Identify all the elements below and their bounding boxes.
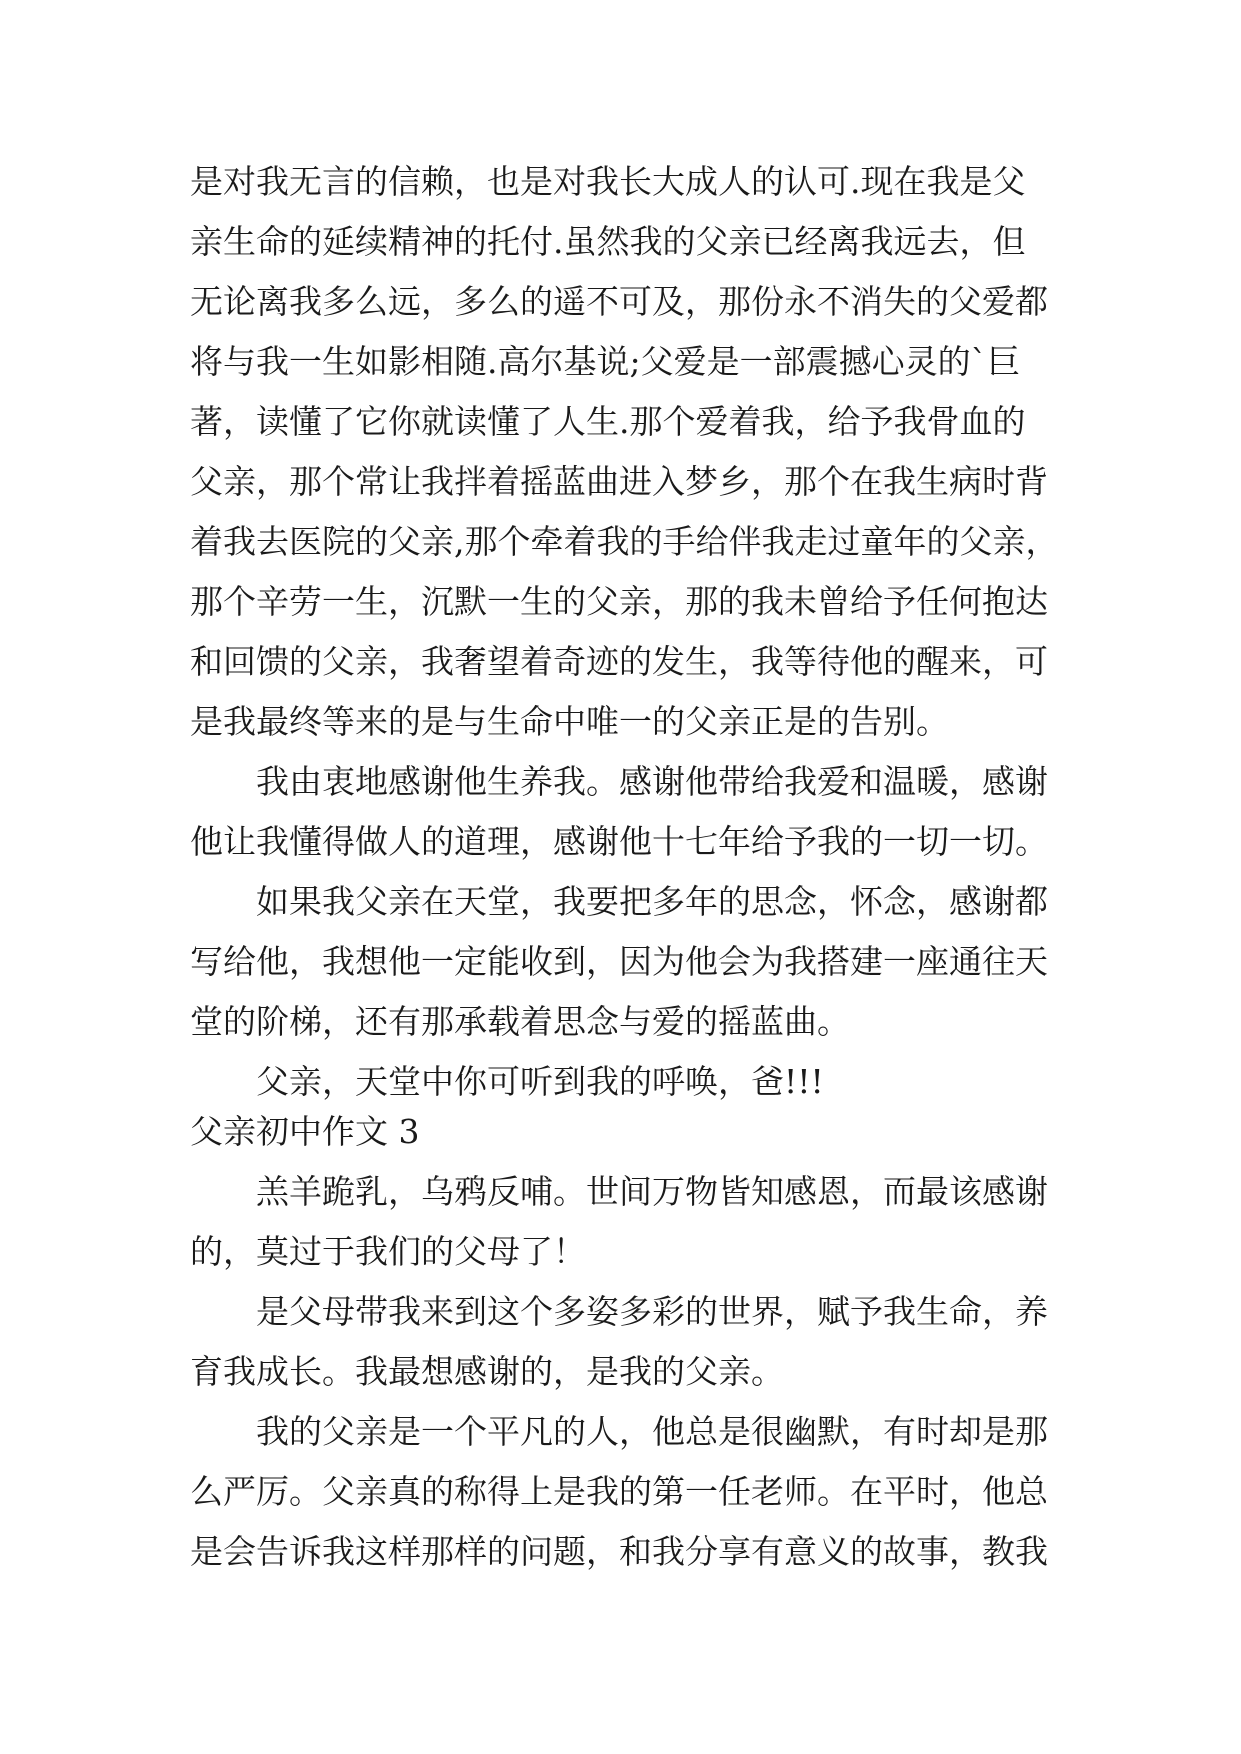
text-line: 将与我一生如影相随.高尔基说;父爱是一部震撼心灵的`巨 (190, 342, 1021, 381)
text-line: 和回馈的父亲，我奢望着奇迹的发生，我等待他的醒来，可 (190, 642, 1048, 681)
text-line: 育我成长。我最想感谢的，是我的父亲。 (190, 1352, 784, 1391)
text-line: 么严厉。父亲真的称得上是我的第一任老师。在平时，他总 (190, 1472, 1048, 1511)
text-line: 是会告诉我这样那样的问题，和我分享有意义的故事，教我 (190, 1532, 1048, 1571)
text-line: 著，读懂了它你就读懂了人生.那个爱着我，给予我骨血的 (190, 402, 1026, 441)
paragraph-first-line: 我的父亲是一个平凡的人，他总是很幽默，有时却是那 (256, 1412, 1048, 1451)
paragraph-first-line: 是父母带我来到这个多姿多彩的世界，赋予我生命，养 (256, 1292, 1048, 1331)
text-line: 的，莫过于我们的父母了！ (190, 1232, 586, 1271)
paragraph-first-line: 我由衷地感谢他生养我。感谢他带给我爱和温暖，感谢 (256, 762, 1048, 801)
text-line: 他让我懂得做人的道理，感谢他十七年给予我的一切一切。 (190, 822, 1048, 861)
text-line: 写给他，我想他一定能收到，因为他会为我搭建一座通往天 (190, 942, 1048, 981)
section-heading: 父亲初中作文 3 (190, 1112, 420, 1151)
paragraph-first-line: 羔羊跪乳，乌鸦反哺。世间万物皆知感恩，而最该感谢 (256, 1172, 1048, 1211)
paragraph-first-line: 父亲，天堂中你可听到我的呼唤，爸!!! (256, 1062, 824, 1101)
text-line: 着我去医院的父亲,那个牵着我的手给伴我走过童年的父亲， (190, 522, 1059, 561)
text-line: 父亲，那个常让我拌着摇蓝曲进入梦乡，那个在我生病时背 (190, 462, 1048, 501)
text-line: 那个辛劳一生，沉默一生的父亲，那的我未曾给予任何抱达 (190, 582, 1048, 621)
text-line: 是我最终等来的是与生命中唯一的父亲正是的告别。 (190, 702, 949, 741)
text-line: 堂的阶梯，还有那承载着思念与爱的摇蓝曲。 (190, 1002, 850, 1041)
text-line: 亲生命的延续精神的托付.虽然我的父亲已经离我远去，但 (190, 222, 1026, 261)
text-line: 是对我无言的信赖，也是对我长大成人的认可.现在我是父 (190, 162, 1026, 201)
text-line: 无论离我多么远，多么的遥不可及，那份永不消失的父爱都 (190, 282, 1048, 321)
paragraph-first-line: 如果我父亲在天堂，我要把多年的思念，怀念，感谢都 (256, 882, 1048, 921)
